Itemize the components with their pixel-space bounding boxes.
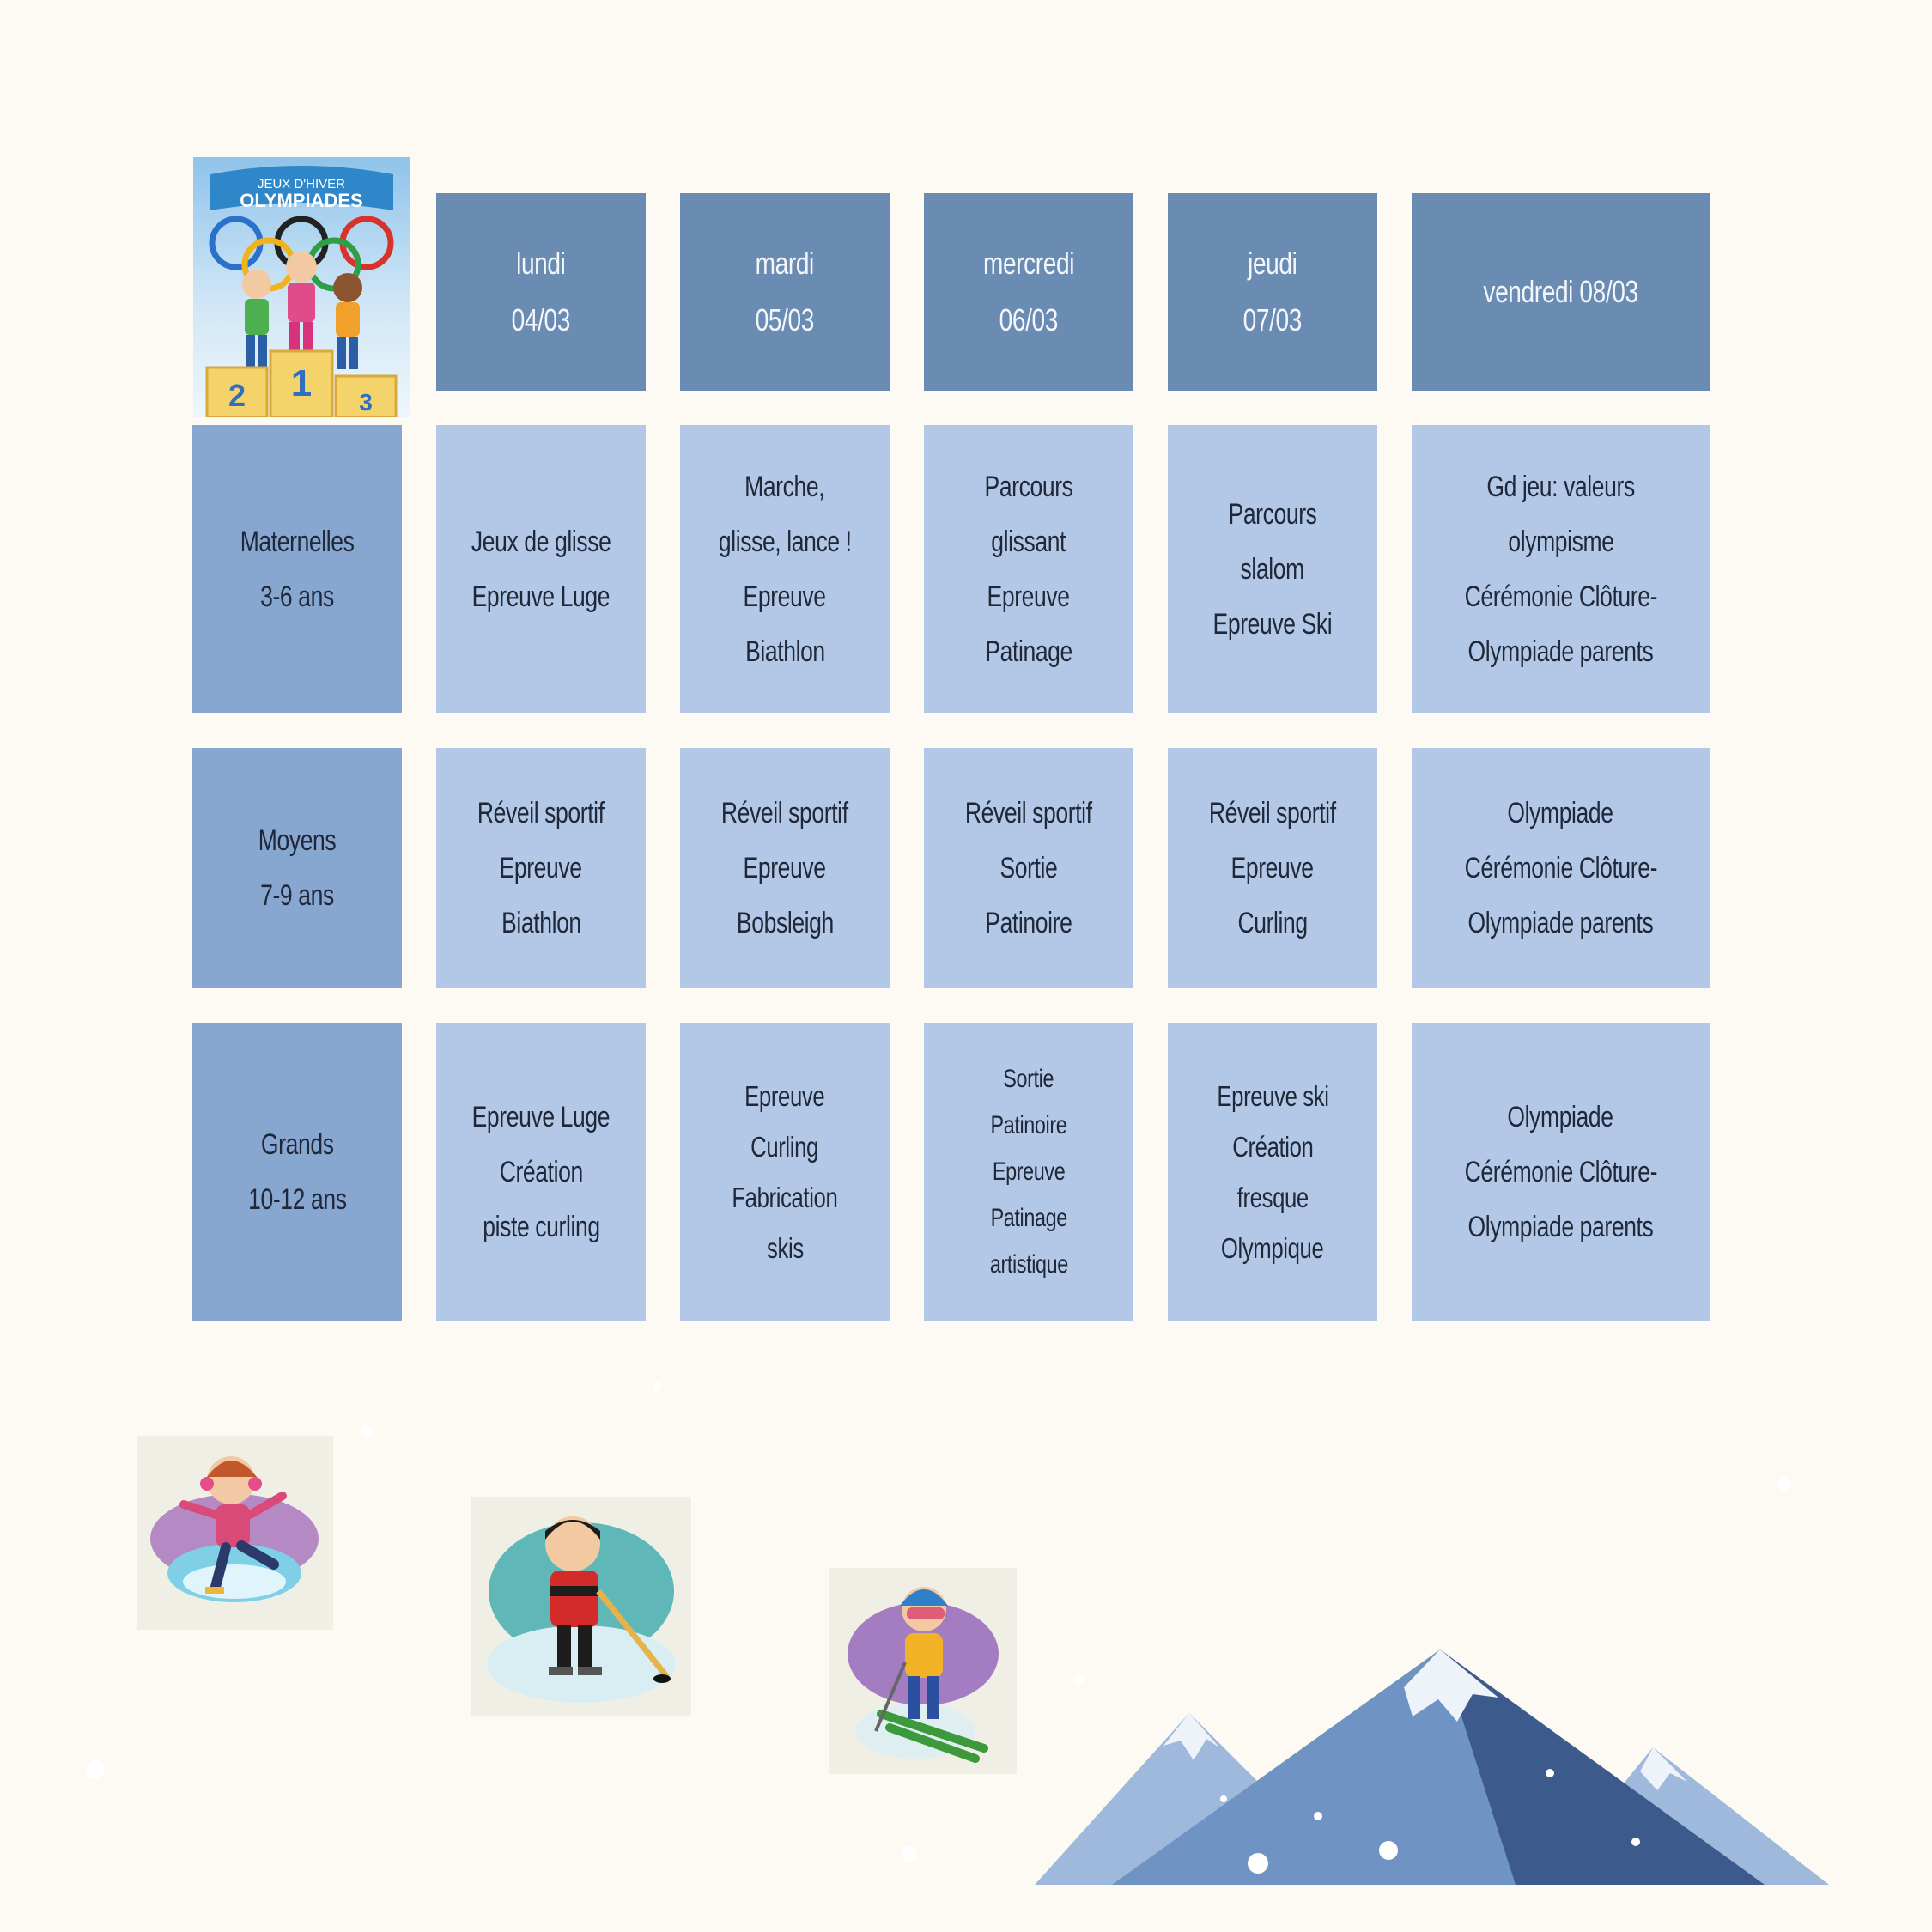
activity-maternelles-jeudi — [1168, 425, 1377, 713]
activity-moyens-vendredi — [1412, 748, 1710, 988]
skater-girl-icon — [137, 1436, 333, 1630]
activity-line: artistique — [989, 1250, 1068, 1279]
logo-line2: OLYMPIADES — [240, 190, 363, 211]
activity-line: Sortie — [1003, 1065, 1054, 1093]
activity-line: Cérémonie Clôture- — [1464, 1156, 1657, 1188]
activity-line: Patinage — [985, 635, 1072, 668]
activity-maternelles-lundi — [436, 425, 646, 713]
group-name: Grands — [260, 1128, 334, 1161]
activity-line: Epreuve — [1230, 852, 1315, 884]
activity-line: Epreuve Luge — [471, 580, 611, 613]
activity-moyens-mardi — [680, 748, 890, 988]
snowflake — [1777, 1477, 1791, 1491]
activity-line: Réveil sportif — [477, 797, 605, 829]
activity-line: Parcours — [1228, 497, 1317, 531]
day-header-lundi — [436, 193, 646, 391]
activity-maternelles-mercredi — [924, 425, 1133, 713]
activity-grands-jeudi — [1168, 1023, 1377, 1321]
activity-line: glisse, lance ! — [718, 525, 852, 558]
day-name: jeudi — [1248, 246, 1297, 281]
activity-line: Biathlon — [744, 635, 825, 668]
activity-line: Création — [499, 1156, 583, 1188]
activity-line: Epreuve — [744, 1080, 825, 1112]
activity-line: Olympiade — [1507, 1101, 1614, 1133]
activity-moyens-jeudi — [1168, 748, 1377, 988]
activity-line: Epreuve — [987, 580, 1071, 613]
podium-1: 1 — [290, 362, 313, 404]
activity-line: Patinage — [990, 1204, 1067, 1232]
activity-line: Epreuve — [992, 1157, 1066, 1186]
day-date: 05/03 — [755, 302, 815, 337]
activity-line: Patinoire — [990, 1111, 1067, 1139]
day-header-jeudi — [1168, 193, 1377, 391]
hockey-player-art — [471, 1497, 691, 1716]
snowflake — [86, 1760, 105, 1779]
activity-line: Olympiade parents — [1467, 635, 1654, 668]
podium-icon — [207, 351, 396, 417]
activity-line: Parcours — [984, 470, 1073, 503]
skier-boy-icon — [829, 1568, 1017, 1774]
activity-line: Olympiade parents — [1467, 907, 1654, 939]
activity-line: Patinoire — [985, 907, 1072, 939]
activity-line: Cérémonie Clôture- — [1464, 580, 1657, 613]
activity-line: Epreuve ski — [1216, 1080, 1329, 1112]
activity-grands-vendredi — [1412, 1023, 1710, 1321]
activity-line: Jeux de glisse — [471, 525, 611, 558]
activity-line: olympisme — [1507, 525, 1614, 558]
activity-line: Olympiade — [1507, 797, 1614, 829]
group-moyens — [192, 748, 402, 988]
activity-line: Curling — [1237, 907, 1308, 939]
day-name: vendredi 08/03 — [1483, 274, 1638, 309]
activity-grands-mardi — [680, 1023, 890, 1321]
activity-line: Olympique — [1221, 1232, 1324, 1264]
activity-line: Epreuve — [743, 852, 827, 884]
group-ages: 3-6 ans — [260, 580, 334, 613]
activity-line: Curling — [750, 1131, 819, 1163]
activity-line: Fabrication — [732, 1182, 838, 1213]
activity-line: Epreuve Luge — [471, 1101, 611, 1133]
activity-grands-lundi — [436, 1023, 646, 1321]
group-name: Maternelles — [240, 525, 355, 558]
day-name: mercredi — [982, 246, 1075, 281]
hockey-player-icon — [471, 1497, 691, 1716]
group-grands — [192, 1023, 402, 1321]
day-date: 07/03 — [1242, 302, 1303, 337]
day-name: mardi — [755, 246, 815, 281]
activity-line: Epreuve — [743, 580, 827, 613]
activity-line: Gd jeu: valeurs — [1486, 470, 1635, 503]
activity-line: Réveil sportif — [721, 797, 848, 829]
olympiades-logo-art — [193, 157, 410, 417]
skater-girl-art — [137, 1436, 333, 1630]
mountains-illustration — [1035, 1644, 1829, 1885]
skier-boy-art — [829, 1568, 1017, 1774]
logo-line1: JEUX D'HIVER — [257, 177, 346, 191]
olympiades-logo — [193, 157, 410, 417]
podium-2: 2 — [228, 378, 246, 413]
day-name: lundi — [516, 246, 566, 281]
activity-line: glissant — [991, 525, 1066, 558]
activity-line: Réveil sportif — [965, 797, 1092, 829]
day-date: 06/03 — [999, 302, 1059, 337]
activity-moyens-lundi — [436, 748, 646, 988]
activity-line: skis — [766, 1232, 804, 1264]
activity-line: Réveil sportif — [1209, 797, 1336, 829]
day-header-vendredi — [1412, 193, 1710, 391]
activity-maternelles-vendredi — [1412, 425, 1710, 713]
activity-line: Epreuve — [499, 852, 583, 884]
group-name: Moyens — [258, 824, 337, 857]
activity-grands-mercredi — [924, 1023, 1133, 1321]
activity-maternelles-mardi — [680, 425, 890, 713]
activity-line: Sortie — [999, 852, 1058, 884]
group-ages: 7-9 ans — [260, 879, 334, 912]
activity-line: Cérémonie Clôture- — [1464, 852, 1657, 884]
activity-line: piste curling — [482, 1211, 600, 1243]
podium-3: 3 — [359, 389, 373, 416]
day-header-mardi — [680, 193, 890, 391]
activity-line: fresque — [1236, 1182, 1309, 1213]
activity-line: Bobsleigh — [736, 907, 834, 939]
group-ages: 10-12 ans — [247, 1183, 347, 1216]
day-header-mercredi — [924, 193, 1133, 391]
day-date: 04/03 — [511, 302, 571, 337]
activity-line: Olympiade parents — [1467, 1211, 1654, 1243]
activity-line: Biathlon — [501, 907, 581, 939]
activity-line: Création — [1231, 1131, 1314, 1163]
activity-line: Marche, — [744, 470, 825, 503]
snowflake — [902, 1846, 917, 1862]
snowflake — [653, 1382, 661, 1391]
activity-line: slalom — [1240, 552, 1305, 586]
group-maternelles — [192, 425, 402, 713]
activity-line: Epreuve Ski — [1212, 607, 1333, 641]
snowflake — [361, 1425, 373, 1437]
activity-moyens-mercredi — [924, 748, 1133, 988]
